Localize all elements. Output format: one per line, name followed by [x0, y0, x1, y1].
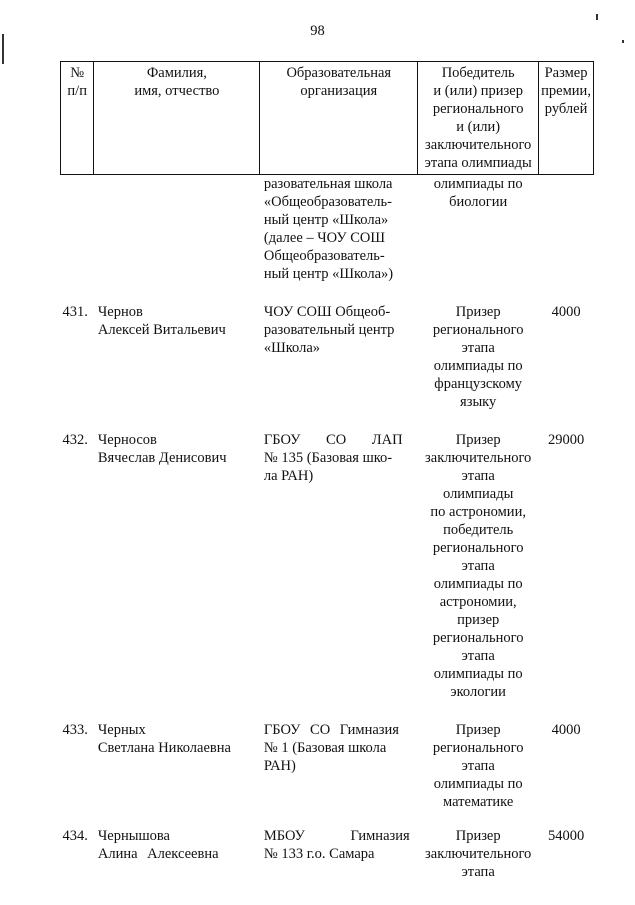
laureates-table — [60, 61, 594, 881]
row-prize: 54000 — [547, 828, 585, 844]
row-name: Чернышова Алина Алексеевна — [97, 828, 219, 862]
row-achievement: Призер регионального этапа олимпиады по французскому языку — [432, 304, 524, 410]
row-number: 432. — [62, 432, 88, 448]
continuation-achievement: олимпиады по биологии — [433, 176, 523, 210]
row-achievement: Призер регионального этапа олимпиады по математике — [432, 722, 524, 810]
continuation-organization: разовательная школа «Общеобразователь- ный центр «Школа» (далее – ЧОУ СОШ Общеобразователь- ный центр «Школа») — [263, 176, 394, 282]
row-number: 434. — [62, 828, 88, 844]
scan-artifact — [622, 40, 624, 43]
row-number: 433. — [62, 722, 88, 738]
header-achievement: Победитель и (или) призер регионального и (или) заключительного этапа олимпиады — [418, 62, 539, 175]
continuation-row — [61, 175, 594, 284]
row-organization: ГБОУ СО Гимназия № 1 (Базовая школа РАН) — [263, 722, 399, 774]
table-row — [61, 303, 594, 411]
row-organization: ГБОУ СО ЛАП № 135 (Базовая шко- ла РАН) — [263, 432, 403, 484]
row-prize: 29000 — [547, 432, 585, 448]
row-prize: 4000 — [551, 722, 581, 738]
table-row — [61, 721, 594, 811]
row-organization: ЧОУ СОШ Общеоб- разовательный центр «Школа» — [263, 304, 395, 356]
table-row — [61, 827, 594, 881]
row-achievement: Призер заключительного этапа олимпиады по астрономии, победитель регионального этапа олимпиады по астрономии, призер регионального этапа олимпиады по экологии — [425, 432, 532, 700]
page-number: 98 — [310, 23, 325, 39]
header-number: № п/п — [61, 62, 94, 175]
row-name: Черных Светлана Николаевна — [97, 722, 231, 756]
row-organization: МБОУ Гимназия № 133 г.о. Самара — [263, 828, 410, 862]
table-row — [61, 431, 594, 701]
header-prize: Размер премии, рублей — [539, 62, 594, 175]
scan-artifact — [596, 14, 598, 20]
row-prize: 4000 — [551, 304, 581, 320]
row-name: Черносов Вячеслав Денисович — [97, 432, 227, 466]
header-name: Фамилия, имя, отчество — [94, 62, 260, 175]
row-name: Чернов Алексей Витальевич — [97, 304, 226, 338]
table-header-row — [61, 62, 594, 175]
row-number: 431. — [62, 304, 88, 320]
header-organization: Образовательная организация — [260, 62, 418, 175]
row-achievement: Призер заключительного этапа — [425, 828, 532, 880]
